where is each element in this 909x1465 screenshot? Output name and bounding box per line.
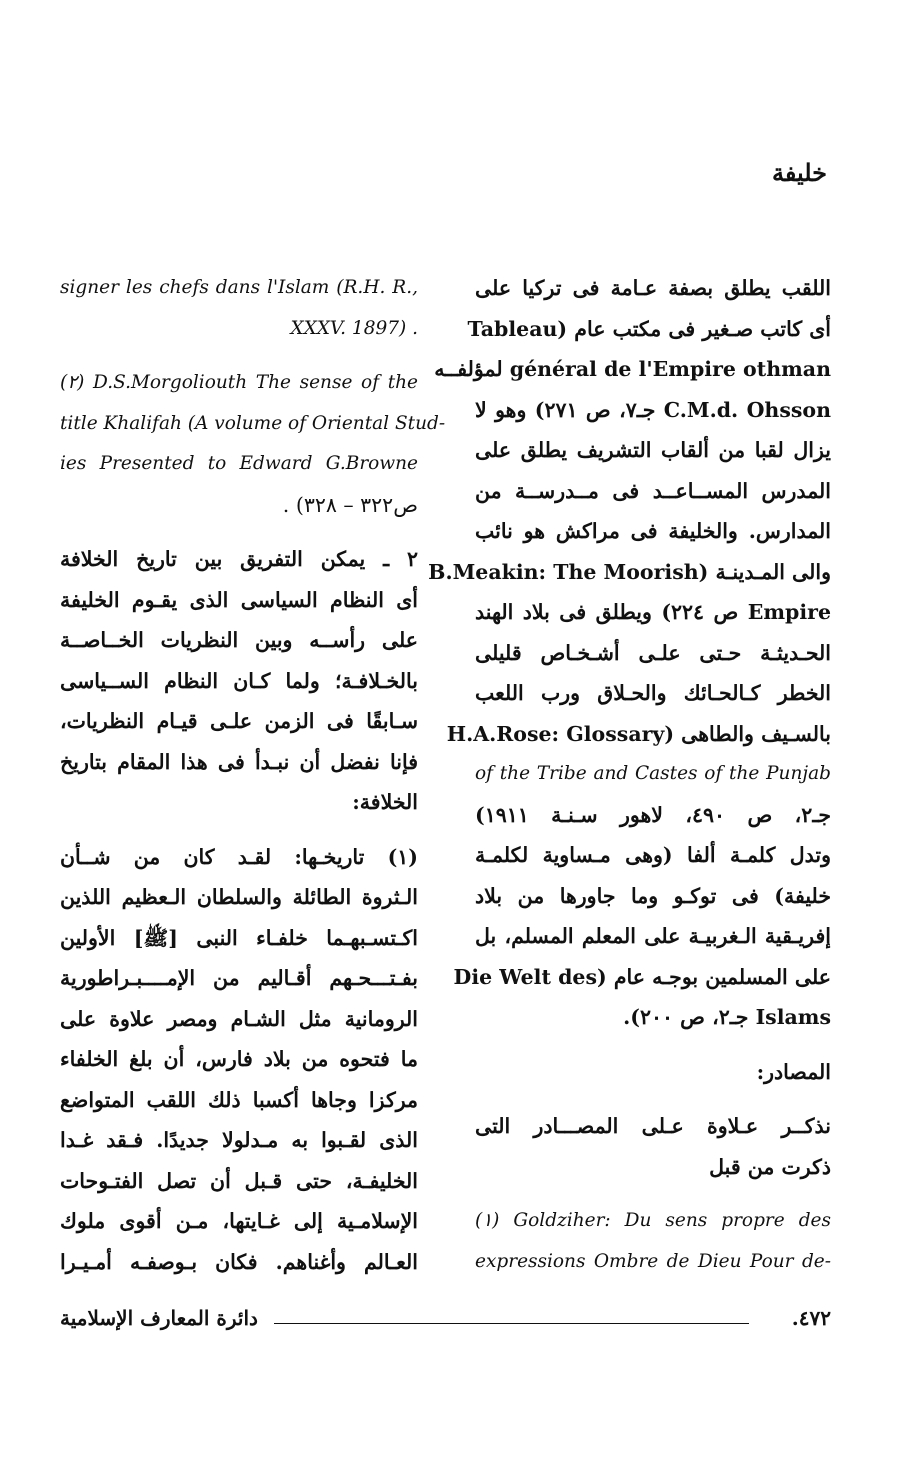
body-line: جـ٢، ص ٤٩٠، لاهور سـنـة ١٩١١) <box>475 802 831 827</box>
body-line: على المسلمين بوجـه عام (Die Welt des <box>453 964 831 989</box>
sources-heading: المصادر: <box>756 1059 831 1084</box>
body-line: بفـتـــحـهم أقـاليم من الإمــــبـراطورية <box>60 966 418 990</box>
source-line: (١) Goldziher: Du sens propre des <box>475 1210 831 1231</box>
body-line: أى كاتب صـغير فى مكتب عام (Tableau <box>467 316 831 341</box>
body-line: Empire ص ٢٢٤) ويطلق فى بلاد الهند <box>475 600 832 624</box>
body-line: إفريـقية الـغربيـة على المعلم المسلم، بل <box>475 924 831 948</box>
body-line: بالخـلافـة؛ ولما كـان النظام الســياسى <box>60 668 418 693</box>
body-line: أى النظام السياسى الذى يقـوم الخليفة <box>60 587 418 612</box>
body-line: الـثروة الطائلة والسلطان الـعظيم اللذين <box>60 885 418 909</box>
body-line: ما فتحوه من بلاد فارس، أن بلغ الخلفاء <box>60 1047 418 1071</box>
right-column <box>428 268 832 1282</box>
body-line: général de l'Empire othman لمؤلفــه <box>434 357 831 381</box>
left-column <box>60 268 446 1282</box>
body-line: الرومانية مثل الشـام ومصر علاوة على <box>60 1006 418 1031</box>
reference-line: ies Presented to Edward G.Browne <box>60 453 418 474</box>
running-head: خليفة <box>771 158 827 187</box>
source-line: expressions Ombre de Dieu Pour de- <box>475 1250 831 1272</box>
reference-line: XXXV. 1897) . <box>290 317 418 339</box>
body-line: الذى لقـبوا به مـدلولا جديدًا. فـقد غـدا <box>60 1128 418 1152</box>
body-line: (١) تاريخـها: لقـد كان من شــأن <box>60 844 418 869</box>
body-line: العـالم وأغناهم. فكان بـوصفـه أمـيـرا <box>60 1249 418 1274</box>
sources-intro-line: نذكــر عـلاوة عـلى المصـــادر التى <box>475 1114 831 1138</box>
body-line: فإنا نفضل أن نبـدأ فى هذا المقام بتاريخ <box>60 749 418 774</box>
sources-intro-line: ذكرت من قبل <box>709 1154 831 1179</box>
body-line: of the Tribe and Castes of the Punjab <box>475 763 831 784</box>
body-line: الخليفـة، حتى قـبل أن تصل الفتـوحات <box>60 1168 418 1193</box>
body-line: وتدل كلمـة ألفا (وهى مـساوية لكلمـة <box>475 843 831 867</box>
body-line: يزال لقبا من ألقاب التشريف يطلق على <box>475 438 831 462</box>
reference-line: ص٣٢٢ – ٣٢٨) . <box>282 492 418 517</box>
body-line: على رأســه وبين النظريات الخــاصــة <box>60 628 418 652</box>
body-line: مركزا وجاها أكسبا ذلك اللقب المتواضع <box>60 1087 418 1112</box>
body-line: الحـديثـة حـتى علـى أشـخـاص قليلى <box>475 640 831 665</box>
body-line: الخطر كـالحـائك والحـلاق ورب اللعب <box>475 681 831 705</box>
body-line: المدارس. والخليفة فى مراكش هو نائب <box>475 519 831 543</box>
reference-line: signer les chefs dans l'Islam (R.H. R., <box>60 277 418 298</box>
footer-rule <box>274 1323 749 1324</box>
body-line: بالسـيف والطاهى (H.A.Rose: Glossary <box>446 721 831 746</box>
body-line: المدرس المســاعــد فى مــدرســة من <box>475 478 831 503</box>
body-line: خليفة) فى توكـو وما جاورها من بلاد <box>475 883 831 908</box>
body-line: Islams جـ٢، ص ٢٠٠). <box>623 1005 831 1029</box>
page-number: ٤٧٢. <box>791 1306 831 1330</box>
footer-title: دائرة المعارف الإسلامية <box>60 1306 258 1330</box>
body-line: الإسلامـية إلى غـايتها، مـن أقوى ملوك <box>60 1209 418 1233</box>
page-footer <box>60 1306 831 1336</box>
body-line: الخلافة: <box>352 790 418 814</box>
body-line: اللقب يطلق بصفة عـامة فى تركيا على <box>475 276 831 300</box>
body-line: ٢ ـ يمكن التفريق بين تاريخ الخلافة <box>60 547 418 571</box>
reference-line: title Khalifah (A volume of Oriental Stud- <box>60 412 446 434</box>
reference-line: (٢) D.S.Morgoliouth The sense of the <box>60 372 418 393</box>
body-line: C.M.d. Ohsson جـ٧، ص ٢٧١) وهو لا <box>475 397 831 422</box>
body-line: والى المـدينـة (B.Meakin: The Moorish <box>428 559 831 584</box>
body-line: اكـتسـبهـما خلفـاء النبى [ﷺ] الأولين <box>60 925 418 950</box>
body-line: سـابقًا فى الزمن علـى قيـام النظريات، <box>60 709 418 733</box>
